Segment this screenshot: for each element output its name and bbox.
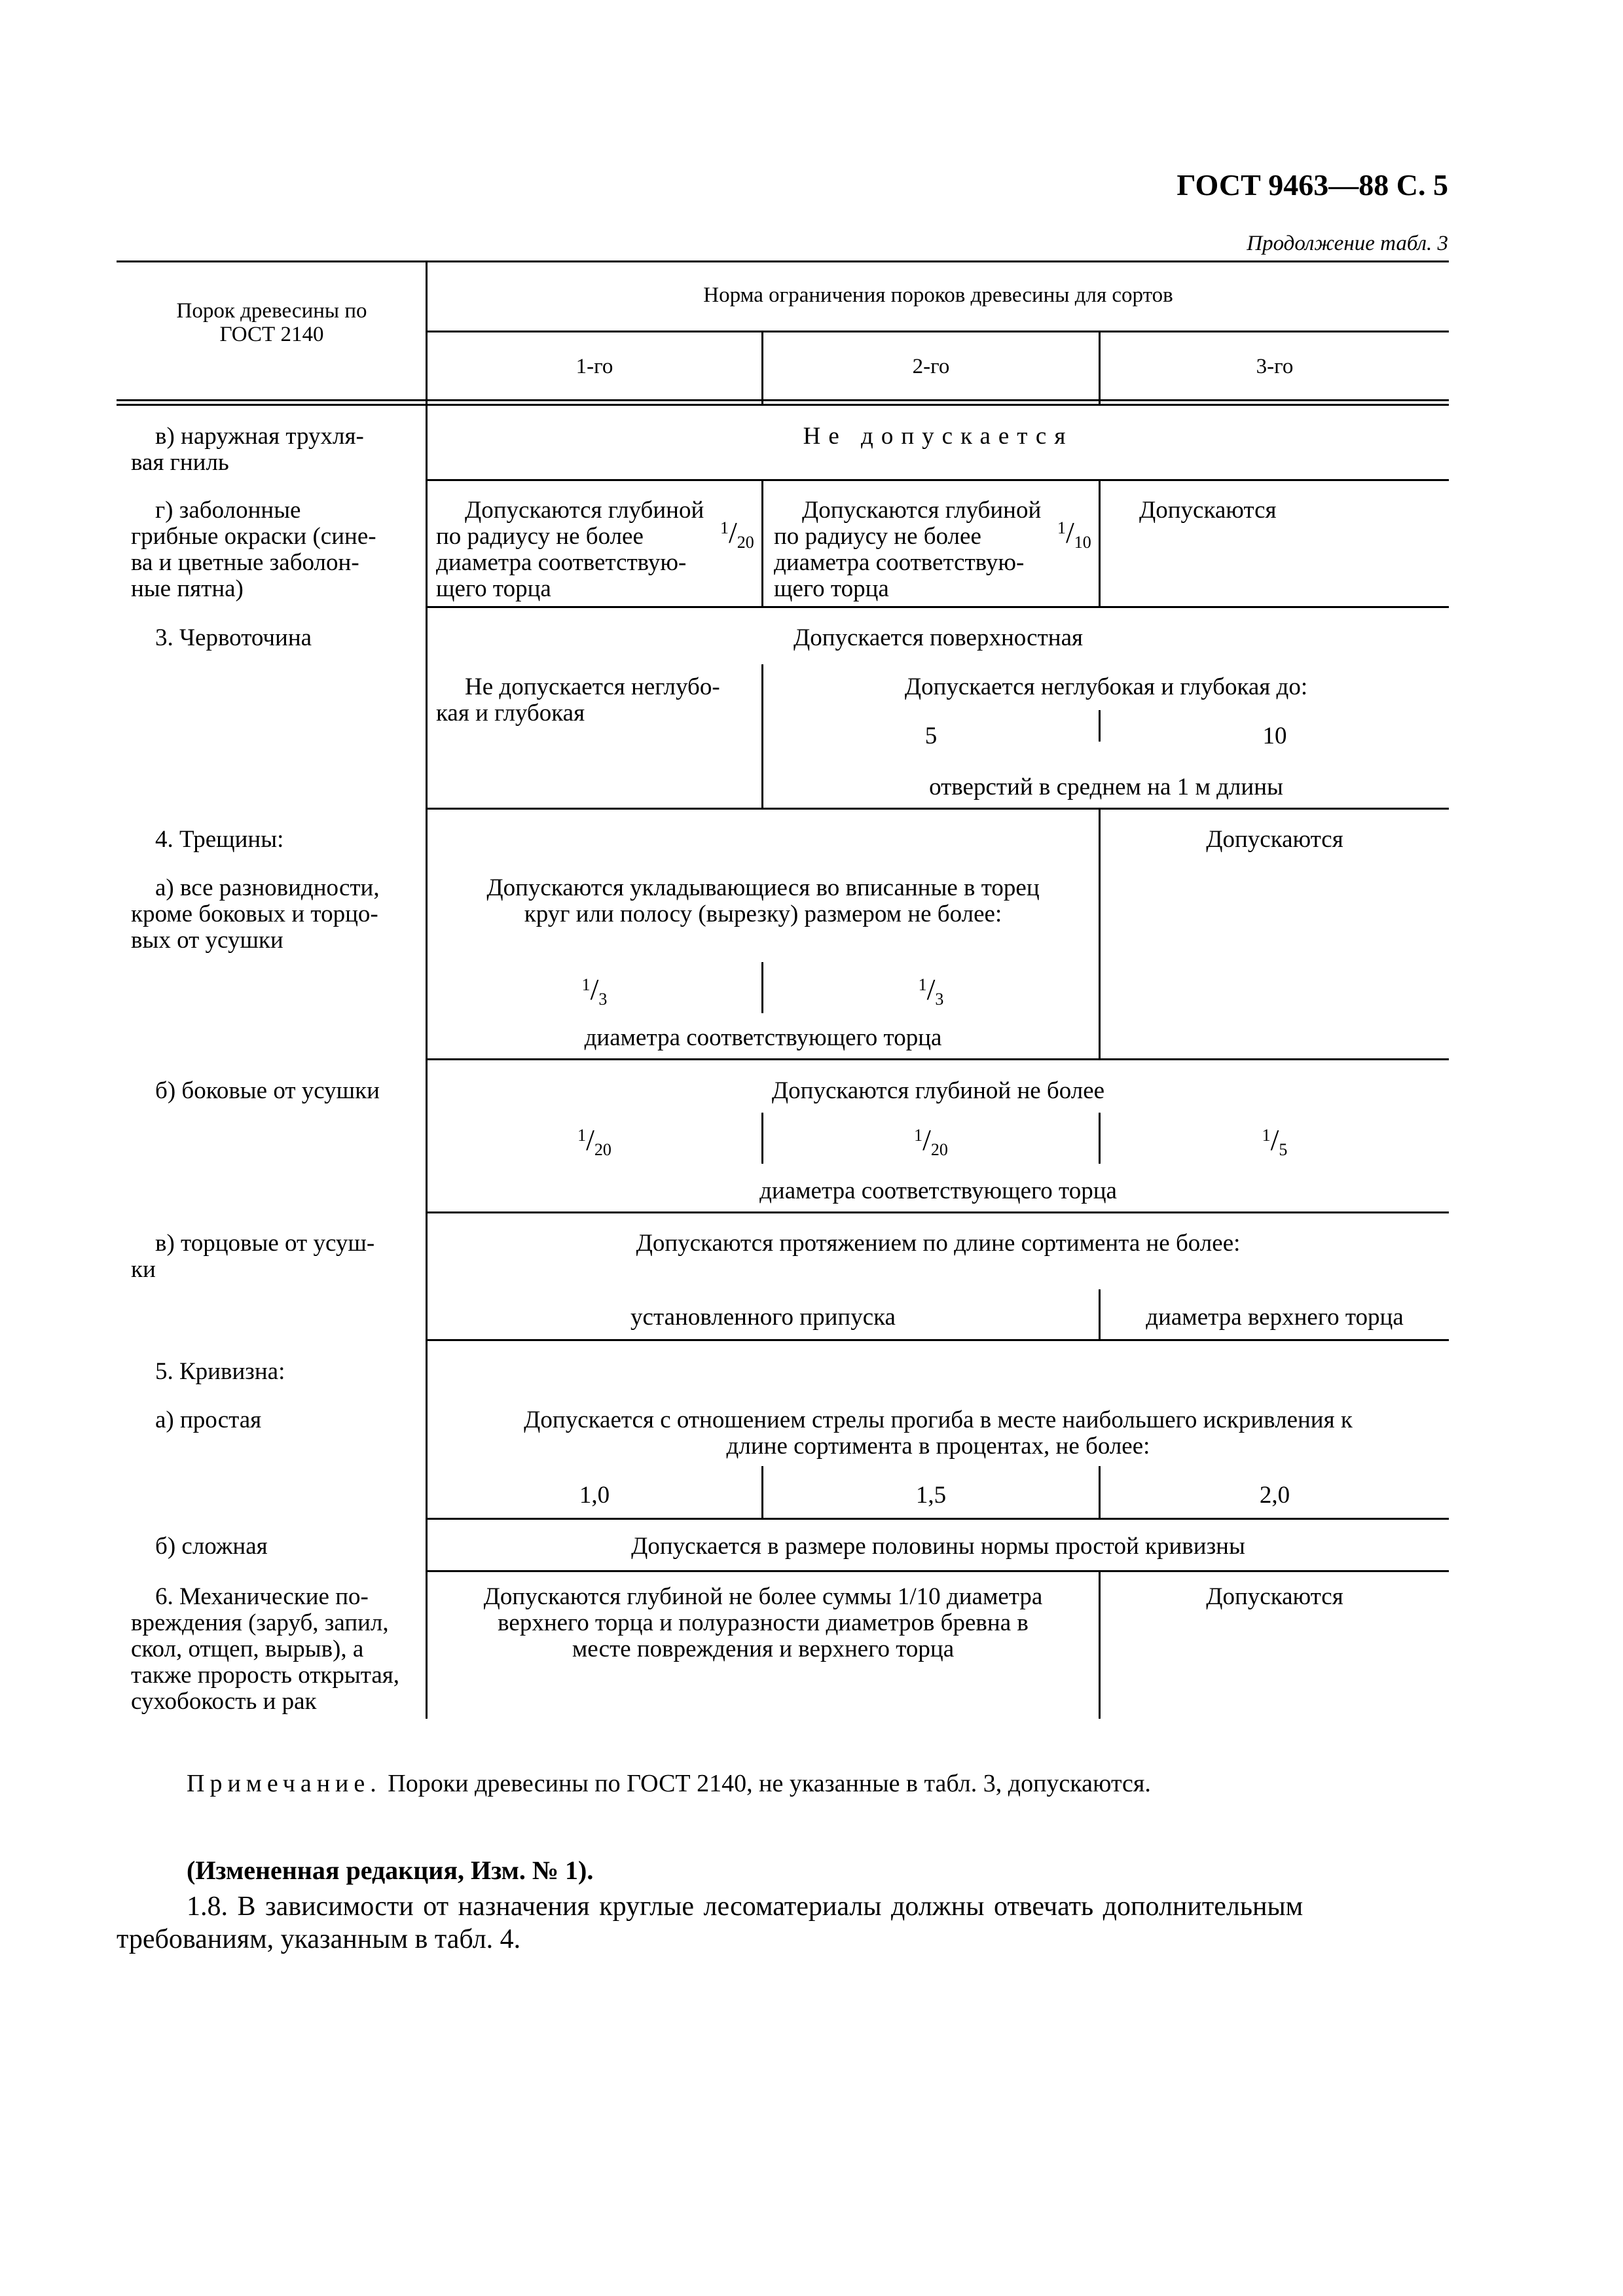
cracks-a-text: круг или полосу (вырезку) размером не более: bbox=[524, 901, 1002, 927]
fraction-1-10: $^1/_{10}$ bbox=[1057, 516, 1091, 552]
grade3-text: Допускаются bbox=[1139, 497, 1277, 524]
fraction-1-3: $^1/_3$ bbox=[581, 973, 608, 1009]
mechanical-text: месте повреждения и верхнего торца bbox=[572, 1636, 955, 1662]
header-grade-2: 2-го bbox=[912, 355, 950, 378]
grade1-value: 1,0 bbox=[579, 1482, 610, 1509]
label-line: вых от усушки bbox=[131, 927, 283, 954]
label-line: сухобокость и рак bbox=[131, 1688, 317, 1715]
grade3-value: 10 bbox=[1262, 723, 1287, 749]
fraction-1-20: $^1/_{20}$ bbox=[914, 1123, 948, 1159]
grade1-line: Допускаются глубиной bbox=[465, 497, 704, 524]
header-defect: Порок древесины по ГОСТ 2140 bbox=[176, 299, 367, 346]
grade1-line: диаметра соответствую- bbox=[436, 549, 687, 576]
label-line: вреждения (заруб, запил, bbox=[131, 1609, 389, 1636]
paragraph-line: требованиям, указанным в табл. 4. bbox=[117, 1924, 521, 1954]
label-line: 6. Механические по- bbox=[155, 1583, 369, 1610]
label-line: вая гниль bbox=[131, 449, 229, 476]
curvature-a-text: Допускается с отношением стрелы прогиба в месте наибольшего искривления к bbox=[524, 1407, 1353, 1433]
row-label: б) боковые от усушки bbox=[155, 1077, 380, 1104]
curvature-a-text: длине сортимента в процентах, не более: bbox=[726, 1433, 1150, 1460]
grade2-line: щего торца bbox=[774, 575, 889, 602]
grade2-line: по радиусу не более bbox=[774, 523, 981, 550]
label-line: ные пятна) bbox=[131, 575, 244, 602]
mechanical-text: верхнего торца и полуразности диаметров бревна в bbox=[498, 1609, 1029, 1636]
fraction-1-3: $^1/_3$ bbox=[918, 973, 944, 1009]
label-line: скол, отщеп, вырыв), а bbox=[131, 1636, 364, 1662]
grade1-line: Не допускается неглубо- bbox=[465, 673, 720, 700]
cracks-b-text: Допускаются глубиной не более bbox=[771, 1077, 1105, 1104]
grade2-value: 5 bbox=[924, 723, 938, 749]
mechanical-text: Допускаются глубиной не более суммы 1/10 диаметра bbox=[483, 1583, 1043, 1610]
table-note: Примечание. Пороки древесины по ГОСТ 2140, не указанные в табл. 3, допускаются. bbox=[187, 1770, 1151, 1797]
grade23-text: Допускается неглубокая и глубокая до: bbox=[904, 673, 1308, 700]
cracks-c-text: Допускаются протяжением по длине сортимента не более: bbox=[636, 1230, 1241, 1257]
table-continuation: Продолжение табл. 3 bbox=[1247, 232, 1448, 255]
cracks-c-grade3: диаметра верхнего торца bbox=[1146, 1304, 1404, 1331]
norm-not-allowed: Не допускается bbox=[803, 423, 1074, 450]
header-grade-1: 1-го bbox=[575, 355, 613, 378]
grade2-line: диаметра соответствую- bbox=[774, 549, 1025, 576]
label-line: г) заболонные bbox=[155, 497, 301, 524]
row-label: а) простая bbox=[155, 1407, 262, 1433]
grade2-value: 1,5 bbox=[915, 1482, 947, 1509]
header-norm: Норма ограничения пороков древесины для сортов bbox=[703, 283, 1173, 307]
fraction-1-20: $^1/_{20}$ bbox=[720, 516, 754, 552]
page-header: ГОСТ 9463—88 С. 5 bbox=[1176, 168, 1448, 202]
row-label: 4. Трещины: bbox=[155, 826, 284, 853]
label-line: кроме боковых и торцо- bbox=[131, 901, 378, 927]
row-label: 5. Кривизна: bbox=[155, 1358, 285, 1385]
paragraph-line: 1.8. В зависимости от назначения круглые лесоматериалы должны отвечать дополнительным bbox=[187, 1892, 1304, 1922]
grade2-line: Допускаются глубиной bbox=[802, 497, 1042, 524]
grade3-text: Допускаются bbox=[1206, 1583, 1343, 1610]
unit-text: отверстий в среднем на 1 м длины bbox=[929, 774, 1283, 800]
row-label: б) сложная bbox=[155, 1533, 268, 1560]
amendment-note: (Измененная редакция, Изм. № 1). bbox=[187, 1856, 594, 1885]
curvature-b-text: Допускается в размере половины нормы простой кривизны bbox=[631, 1533, 1245, 1560]
grade1-line: кая и глубокая bbox=[436, 700, 585, 726]
unit-text: диаметра соответствующего торца bbox=[584, 1024, 942, 1051]
cracks-a-text: Допускаются укладывающиеся во вписанные в торец bbox=[486, 874, 1040, 901]
label-line: в) наружная трухля- bbox=[155, 423, 364, 450]
grade3-value: 2,0 bbox=[1259, 1482, 1290, 1509]
label-line: ки bbox=[131, 1256, 156, 1283]
header-grade-3: 3-го bbox=[1256, 355, 1294, 378]
label-line: грибные окраски (сине- bbox=[131, 523, 376, 550]
label-line: также прорость открытая, bbox=[131, 1662, 400, 1689]
grade3-text: Допускаются bbox=[1206, 826, 1343, 853]
fraction-1-5: $^1/_5$ bbox=[1262, 1123, 1288, 1159]
cracks-c-grade12: установленного припуска bbox=[630, 1304, 896, 1331]
label-line: в) торцовые от усуш- bbox=[155, 1230, 375, 1257]
fraction-1-20: $^1/_{20}$ bbox=[577, 1123, 611, 1159]
surface-text: Допускается поверхностная bbox=[793, 624, 1084, 651]
label-line: а) все разновидности, bbox=[155, 874, 380, 901]
label-line: ва и цветные заболон- bbox=[131, 549, 359, 576]
grade1-line: щего торца bbox=[436, 575, 551, 602]
grade1-line: по радиусу не более bbox=[436, 523, 644, 550]
unit-text: диаметра соответствующего торца bbox=[759, 1177, 1117, 1204]
row-label: 3. Червоточина bbox=[155, 624, 312, 651]
